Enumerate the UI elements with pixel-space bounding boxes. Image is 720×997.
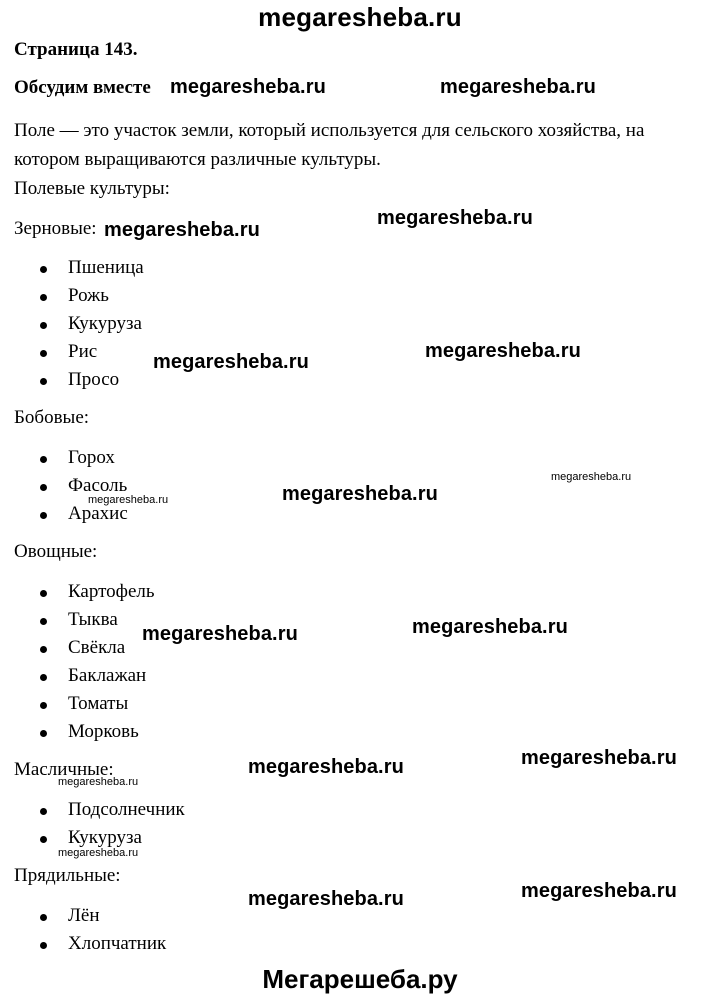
site-header: megaresheba.ru: [258, 2, 462, 32]
watermark: megaresheba.ru: [248, 756, 404, 778]
watermark: megaresheba.ru: [412, 616, 568, 638]
group-label-oilseeds: Масличные:: [14, 759, 114, 780]
bullet-icon: [40, 322, 47, 329]
bullet-icon: [40, 674, 47, 681]
list-item: Кукуруза: [68, 827, 142, 848]
page-number: Страница 143.: [14, 39, 138, 60]
list-item: Фасоль: [68, 475, 128, 496]
list-item: Тыква: [68, 609, 118, 630]
list-item: Картофель: [68, 581, 155, 602]
list-item: Морковь: [68, 721, 139, 742]
bullet-icon: [40, 512, 47, 519]
bullet-icon: [40, 456, 47, 463]
definition-paragraph: Поле — это участок земли, который используется для сельского хозяйства, на котором выращиваются различные культуры.: [14, 120, 645, 170]
list-item: Баклажан: [68, 665, 147, 686]
watermark: megaresheba.ru: [440, 76, 596, 98]
watermark: megaresheba.ru: [58, 847, 139, 859]
list-item: Арахис: [68, 503, 128, 524]
watermark: megaresheba.ru: [248, 888, 404, 910]
bullet-icon: [40, 590, 47, 597]
bullet-icon: [40, 808, 47, 815]
bullet-icon: [40, 378, 47, 385]
group-label-fiber: Прядильные:: [14, 865, 121, 886]
watermark: megaresheba.ru: [425, 340, 581, 362]
list-item: Рожь: [68, 285, 109, 306]
bullet-icon: [40, 942, 47, 949]
bullet-icon: [40, 730, 47, 737]
bullet-icon: [40, 618, 47, 625]
list-item: Лён: [68, 905, 100, 926]
bullet-icon: [40, 266, 47, 273]
bullet-icon: [40, 484, 47, 491]
group-label-grains: Зерновые:: [14, 218, 97, 239]
section-title: Обсудим вместе: [14, 77, 151, 98]
field-crops-label: Полевые культуры:: [14, 178, 170, 199]
site-footer: Мегарешеба.ру: [262, 964, 458, 994]
list-item: Подсолнечник: [68, 799, 185, 820]
list-item: Пшеница: [68, 257, 144, 278]
watermark: megaresheba.ru: [282, 483, 438, 505]
watermark: megaresheba.ru: [377, 207, 533, 229]
bullet-icon: [40, 914, 47, 921]
watermark: megaresheba.ru: [88, 494, 169, 506]
watermark: megaresheba.ru: [153, 351, 309, 373]
list-item: Горох: [68, 447, 115, 468]
group-label-legumes: Бобовые:: [14, 407, 90, 428]
list-item: Рис: [68, 341, 98, 362]
watermark: megaresheba.ru: [170, 76, 326, 98]
watermark: megaresheba.ru: [521, 880, 677, 902]
watermark: megaresheba.ru: [521, 747, 677, 769]
list-item: Свёкла: [68, 637, 126, 658]
bullet-icon: [40, 350, 47, 357]
watermark: megaresheba.ru: [104, 219, 260, 241]
list-item: Просо: [68, 369, 120, 390]
bullet-icon: [40, 836, 47, 843]
bullet-icon: [40, 294, 47, 301]
watermark: megaresheba.ru: [551, 471, 632, 483]
list-item: Томаты: [68, 693, 129, 714]
list-item: Кукуруза: [68, 313, 142, 334]
watermark: megaresheba.ru: [58, 776, 139, 788]
watermark: megaresheba.ru: [142, 623, 298, 645]
bullet-icon: [40, 646, 47, 653]
group-label-vegetables: Овощные:: [14, 541, 98, 562]
list-item: Хлопчатник: [68, 933, 167, 954]
bullet-icon: [40, 702, 47, 709]
